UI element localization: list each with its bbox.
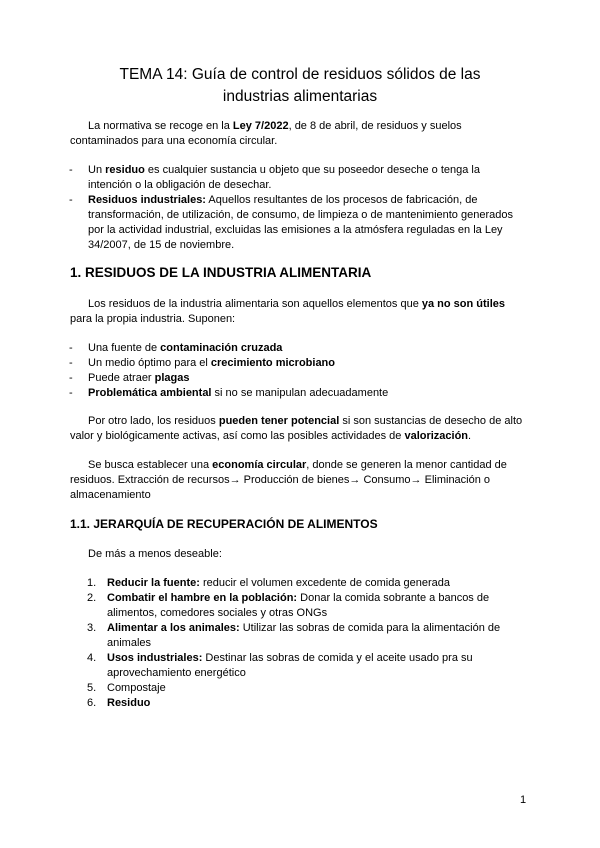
item-bold: contaminación cruzada (160, 342, 283, 354)
title-line-1: TEMA 14: Guía de control de residuos sólidos de las (119, 66, 481, 83)
law-reference: Ley 7/2022 (232, 120, 289, 132)
bullet-dash: - (69, 164, 73, 176)
item-text: Puede atraer (88, 372, 155, 384)
item-bold: plagas (154, 372, 190, 384)
list-item (69, 371, 518, 386)
item-text: Donar la comida sobrante a bancos de alimentos, comedores sociales y otras ONGs (107, 592, 490, 619)
paragraph-bold: economía circular (212, 459, 307, 471)
hierarchy-item (87, 576, 525, 591)
item-bold: Alimentar a los animales: (107, 622, 240, 634)
paragraph-bold: valorización (404, 430, 469, 442)
list-item (69, 341, 518, 356)
paragraph-text: para la propia industria. Suponen: (70, 313, 236, 325)
definition-item (69, 193, 518, 253)
list-item (69, 356, 518, 371)
paragraph-text: si son sustancias de desecho de alto valor y biológicamente activas, así como las posibles actividades de (70, 415, 523, 442)
item-text: Compostaje (107, 682, 166, 694)
item-number: 1. (87, 577, 97, 589)
hierarchy-intro: De más a menos deseable: (88, 548, 222, 560)
circular-economy-paragraph (70, 458, 524, 503)
hierarchy-item (87, 651, 525, 681)
hierarchy-item (87, 681, 525, 696)
item-number: 6. (87, 697, 97, 709)
item-bold: residuo (105, 164, 145, 176)
intro-text: La normativa se recoge en la (88, 120, 233, 132)
section-1-paragraph (70, 297, 522, 327)
bullet-dash: - (69, 372, 73, 384)
title-line-2: industrias alimentarias (222, 88, 378, 105)
item-bold: Usos industriales: (107, 652, 203, 664)
item-number: 2. (87, 592, 97, 604)
hierarchy-item (87, 621, 525, 651)
item-number: 3. (87, 622, 97, 634)
bullet-dash: - (69, 194, 73, 206)
section-1-1-heading: 1.1. JERARQUÍA DE RECUPERACIÓN DE ALIMENTOS (70, 517, 378, 531)
item-number: 4. (87, 652, 97, 664)
section-1-heading: 1. RESIDUOS DE LA INDUSTRIA ALIMENTARIA (70, 265, 372, 280)
item-bold: Problemática ambiental (88, 387, 212, 399)
paragraph-text: Por otro lado, los residuos (88, 415, 219, 427)
item-text: Un medio óptimo para el (88, 357, 211, 369)
intro-text-end: , de 8 de abril, de residuos y suelos contaminados para una economía circular. (70, 120, 462, 147)
definition-item (69, 163, 518, 193)
paragraph-bold: pueden tener potencial (218, 415, 340, 427)
paragraph-text: Los residuos de la industria alimentaria son aquellos elementos que (88, 298, 422, 310)
item-bold: Reducir la fuente: (107, 577, 200, 589)
item-text: Utilizar las sobras de comida para la alimentación de animales (107, 622, 501, 649)
item-bold: crecimiento microbiano (210, 357, 335, 369)
intro-paragraph (70, 119, 510, 149)
item-text: reducir el volumen excedente de comida generada (199, 577, 451, 589)
page-number: 1 (520, 794, 527, 806)
document-title (60, 64, 540, 108)
bullet-dash: - (69, 387, 73, 399)
paragraph-text: . (468, 430, 472, 442)
item-number: 5. (87, 682, 97, 694)
item-text: Destinar las sobras de comida y el aceite usado pra su aprovechamiento energético (107, 652, 473, 679)
item-text: Una fuente de (88, 342, 161, 354)
potential-paragraph (70, 414, 526, 444)
list-item (69, 386, 518, 401)
paragraph-bold: ya no son útiles (421, 298, 506, 310)
hierarchy-item (87, 696, 525, 711)
bullet-dash: - (69, 342, 73, 354)
paragraph-text: , donde se generen la menor cantidad de residuos. Extracción de recursos→ Producción de bienes→ Consumo→ Eliminación o almacenamiento (70, 459, 507, 501)
bullet-dash: - (69, 357, 73, 369)
item-text: es cualquier sustancia u objeto que su poseedor deseche o tenga la intención o la obligación de desechar. (88, 164, 480, 191)
item-text: si no se manipulan adecuadamente (211, 387, 389, 399)
item-bold: Combatir el hambre en la población: (107, 592, 298, 604)
item-text: Aquellos resultantes de los procesos de fabricación, de transformación, de utilización, de consumo, de limpieza o de mantenimiento generados por la actividad industrial, excluidas las emisiones a la atmósfera reguladas en la Ley 34/2007, de 15 de noviembre. (88, 194, 513, 251)
item-bold: Residuos industriales: (88, 194, 206, 206)
hierarchy-item (87, 591, 525, 621)
item-text: Un (88, 164, 106, 176)
paragraph-text: Se busca establecer una (88, 459, 213, 471)
item-bold: Residuo (107, 697, 151, 709)
